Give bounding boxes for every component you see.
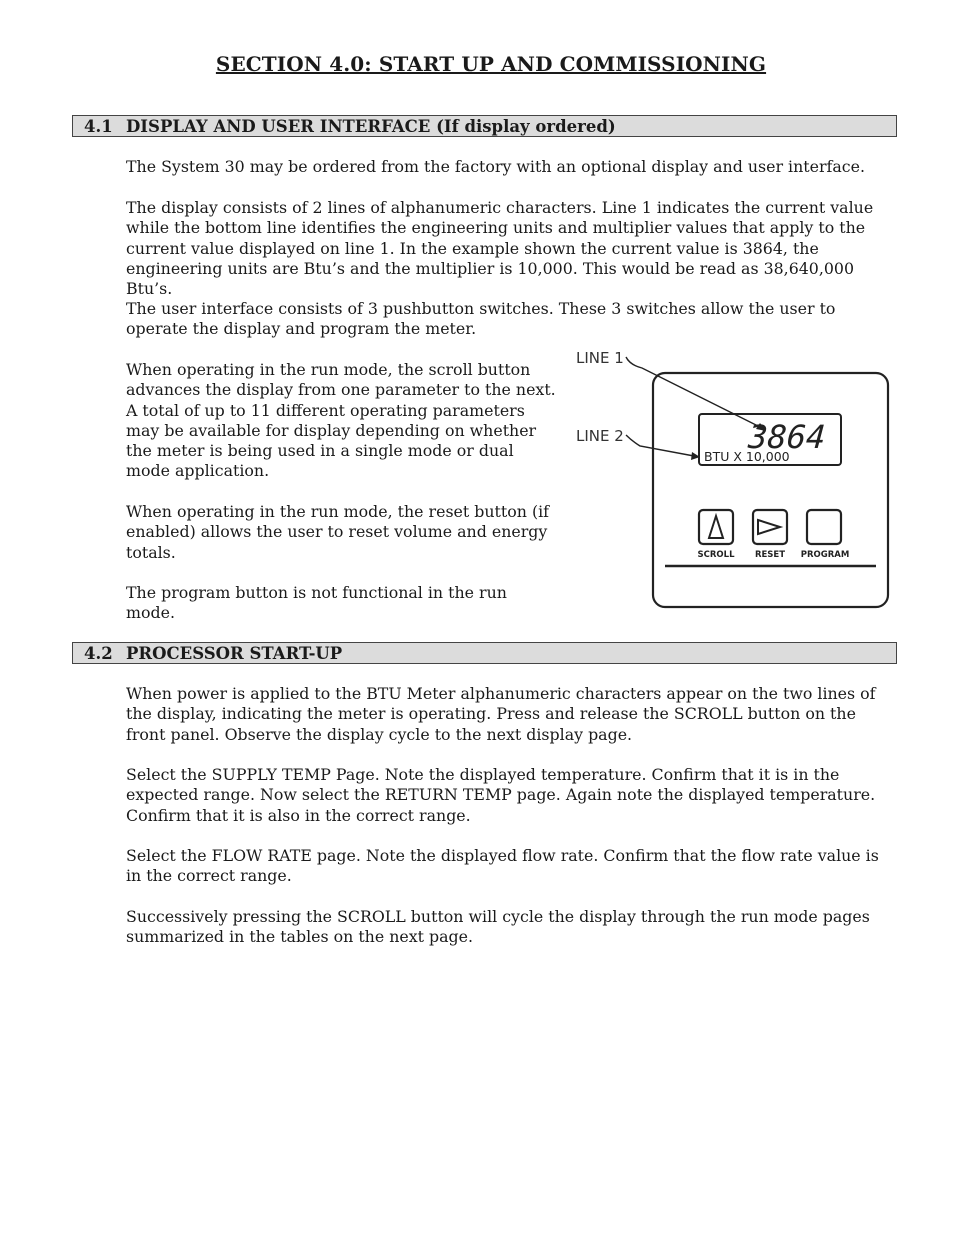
line1-label: LINE 1 <box>576 349 624 367</box>
display-panel-figure <box>570 342 894 614</box>
reset-button[interactable] <box>753 510 787 544</box>
lcd-units-line: BTU X 10,000 <box>704 449 790 464</box>
paragraph-scroll-cycle: Successively pressing the SCROLL button will cycle the display through the run mode pages summarized in the tables on the next page. <box>126 907 870 947</box>
paragraph-power-on: When power is applied to the BTU Meter alphanumeric characters appear on the two lines of the display, indicating the meter is operating. Press and release the SCROLL button on the front panel. Observe the display cycle to the next display page. <box>126 684 876 744</box>
paragraph-display: The display consists of 2 lines of alphanumeric characters. Line 1 indicates the current value while the bottom line identifies the engineering units and multiplier values that apply to the current value displayed on line 1. In the example shown the current value is 3864, the engineering units are Btu’s and the multiplier is 10,000. This would be read as 38,640,000 Btu’s. <box>126 198 874 299</box>
line2-leader-arrow <box>626 435 694 456</box>
reset-right-triangle-icon <box>758 520 780 534</box>
paragraph-scroll-button: When operating in the run mode, the scroll button advances the display from one parameter to the next. A total of up to 11 different operating parameters may be available for display depending on whether the meter is being used in a single mode or dual mode application. <box>126 360 556 481</box>
lcd-current-value: 3864 <box>747 418 827 456</box>
scroll-button[interactable] <box>699 510 733 544</box>
paragraph-supply-return-temp: Select the SUPPLY TEMP Page. Note the displayed temperature. Confirm that it is in the expected range. Now select the RETURN TEMP page. Again note the displayed temperature. Confirm that it is also in the correct range. <box>126 765 876 825</box>
page-title: SECTION 4.0: START UP AND COMMISSIONING <box>215 52 767 76</box>
meter-housing <box>653 373 888 607</box>
paragraph-user-interface: The user interface consists of 3 pushbutton switches. These 3 switches allow the user to operate the display and program the meter. <box>126 299 836 339</box>
program-button[interactable] <box>807 510 841 544</box>
section-header-4-1 <box>72 115 897 137</box>
paragraph-program-button: The program button is not functional in the run mode. <box>126 583 507 623</box>
program-button-label: PROGRAM <box>800 550 850 560</box>
scroll-up-triangle-icon <box>709 516 723 538</box>
scroll-button-label: SCROLL <box>697 550 735 560</box>
paragraph-reset-button: When operating in the run mode, the reset button (if enabled) allows the user to reset volume and energy totals. <box>126 502 550 562</box>
section-title: DISPLAY AND USER INTERFACE (If display ordered) <box>126 117 616 136</box>
section-header-4-2 <box>72 642 897 664</box>
section-title: PROCESSOR START-UP <box>126 644 343 663</box>
line1-leader-arrow <box>626 357 762 428</box>
paragraph-intro: The System 30 may be ordered from the factory with an optional display and user interface. <box>126 157 866 176</box>
reset-button-label: RESET <box>754 550 786 560</box>
program-blank-icon <box>807 510 841 544</box>
section-number: 4.1 <box>84 117 113 136</box>
section-number: 4.2 <box>84 644 113 663</box>
line2-label: LINE 2 <box>576 427 624 445</box>
paragraph-flow-rate: Select the FLOW RATE page. Note the displayed flow rate. Confirm that the flow rate value is in the correct range. <box>126 846 879 886</box>
